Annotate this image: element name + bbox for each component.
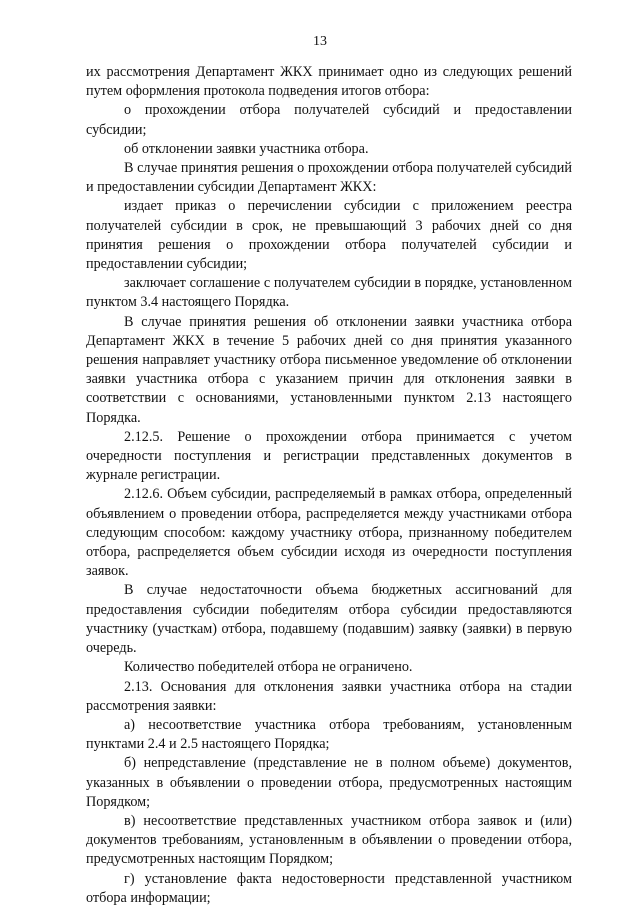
paragraph-ground-b: б) непредставление (представление не в полном объеме) документов, указанных в объявлении о проведении отбора, предусмотренных настоящим Порядком; — [86, 755, 572, 810]
paragraph-decision-option-reject: об отклонении заявки участника отбора. — [124, 140, 369, 157]
paragraph-reject-case: В случае принятия решения об отклонении заявки участника отбора Департамент ЖКХ в течение 5 рабочих дней со дня принятия указанного решения направляет участнику отбора письменное уведомление об отклонении заявки участника отбора с указанием причин для отклонения заявки в соответствии с основаниями, установленными пунктом 2.13 настоящего Порядка. — [86, 313, 572, 426]
document-body — [86, 63, 572, 908]
page-number: 13 — [313, 34, 327, 49]
paragraph-ground-d: г) установление факта недостоверности представленной участником отбора информации; — [86, 870, 572, 906]
paragraph-ground-a: а) несоответствие участника отбора требованиям, установленным пунктами 2.4 и 2.5 настоящего Порядка; — [86, 716, 572, 753]
paragraph-pass-case-intro: В случае принятия решения о прохождении отбора получателей субсидий и предоставлении субсидии Департамент ЖКХ: — [86, 160, 572, 196]
paragraph-insufficient-funds: В случае недостаточности объема бюджетных ассигнований для предоставления субсидии победителям отбора субсидии предоставляются участнику (участкам) отбора, подавшему (подавшим) заявку (заявки) в первую очередь. — [86, 582, 572, 657]
paragraph-2-13: 2.13. Основания для отклонения заявки участника отбора на стадии рассмотрения заявки: — [86, 678, 572, 714]
paragraph-decision-option-pass: о прохождении отбора получателей субсидий и предоставлении субсидии; — [86, 102, 572, 138]
paragraph-ground-c: в) несоответствие представленных участником отбора заявок и (или) документов требованиям, установленным в объявлении о проведении отбора, предусмотренных настоящим Порядком; — [86, 812, 572, 868]
paragraph-conclude-agreement: заключает соглашение с получателем субсидии в порядке, установленном пунктом 3.4 настоящего Порядка. — [86, 275, 572, 311]
paragraph-2-12-6: 2.12.6. Объем субсидии, распределяемый в рамках отбора, определенный объявлением о проведении отбора, распределяется между участниками отбора следующим способом: каждому участнику отбора, признанному победителем отбора, распределяется объем субсидии исходя из очередности поступления заявок. — [86, 486, 572, 580]
paragraph-continuation: их рассмотрения Департамент ЖКХ принимает одно из следующих решений путем оформления протокола подведения итогов отбора: — [86, 64, 572, 100]
paragraph-winners-unlimited: Количество победителей отбора не ограничено. — [124, 659, 413, 676]
paragraph-2-12-5: 2.12.5. Решение о прохождении отбора принимается с учетом очередности поступления и регистрации представленных документов в журнале регистрации. — [86, 428, 572, 484]
paragraph-issue-order: издает приказ о перечислении субсидии с приложением реестра получателей субсидии в срок, не превышающий 3 рабочих дней со дня принятия решения о прохождении отбора получателей субсидии и предоставлении субсидии; — [86, 198, 572, 273]
